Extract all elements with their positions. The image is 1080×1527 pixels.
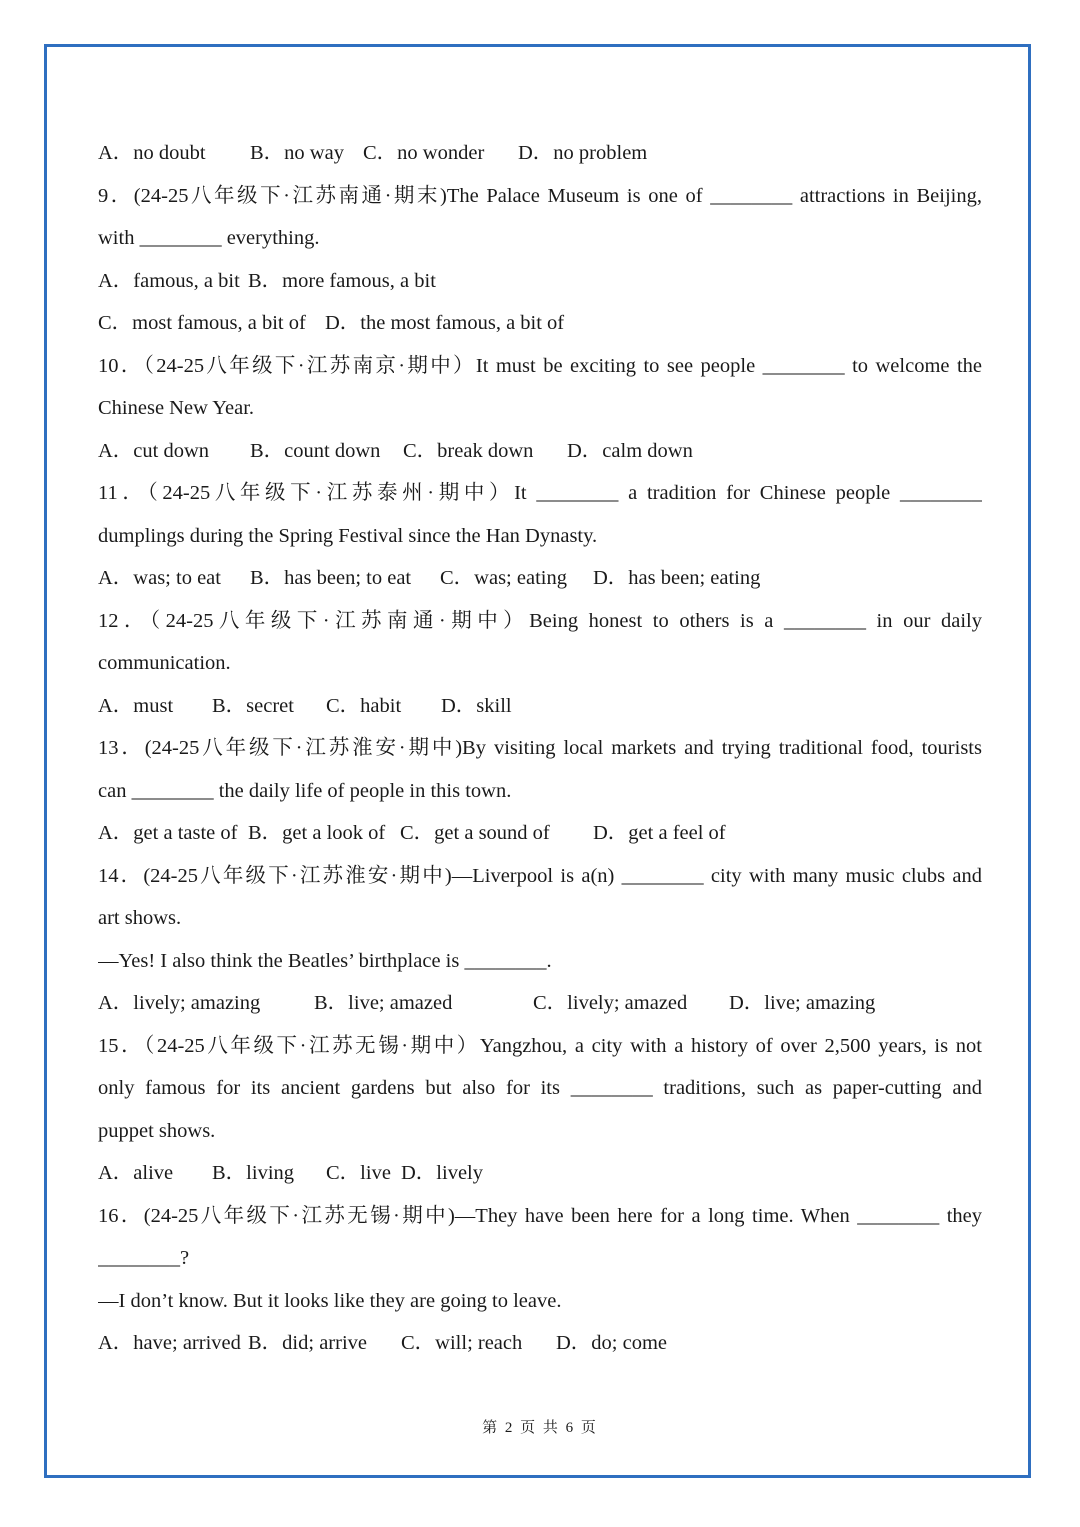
q11-option-b[interactable]: B．has been; to eat [250,567,412,589]
q15-stem-line3: puppet shows. [98,1119,216,1142]
q14-stem-line3: —Yes! I also think the Beatles’ birthplace is ________. [98,949,552,972]
q11-option-d[interactable]: D．has been; eating [593,567,761,589]
q8-option-b[interactable]: B．no way [250,142,344,164]
q13-options [98,812,982,855]
q13-stem-line2: can ________ the daily life of people in this town. [98,779,512,802]
q15-stem-line2: only famous for its ancient gardens but also for its ________ traditions, such as paper-cutting and [98,1077,982,1099]
page-number-footer: 第 2 页 共 6 页 [482,1420,598,1436]
q15-option-a[interactable]: A．alive [98,1162,174,1184]
q9-option-d[interactable]: D．the most famous, a bit of [325,312,565,334]
q8-option-c[interactable]: C．no wonder [363,142,485,164]
q13-stem-line1: 13．(24-25八年级下·江苏淮安·期中)By visiting local markets and trying traditional food, tourists [98,737,982,759]
q16-stem-line3: —I don’t know. But it looks like they are going to leave. [98,1289,562,1312]
q16-options [98,1322,982,1365]
q11-options [98,557,982,600]
q15-options [98,1152,982,1195]
q16-option-a[interactable]: A．have; arrived [98,1332,241,1354]
q9-options-row1 [98,260,982,303]
q12-option-b[interactable]: B．secret [212,694,294,717]
q11-stem-line2: dumplings during the Spring Festival since the Han Dynasty. [98,524,598,547]
q16-option-d[interactable]: D．do; come [556,1332,668,1354]
q16-option-c[interactable]: C．will; reach [401,1332,523,1354]
q8-options [98,132,982,175]
q12-options [98,685,982,728]
q11-option-a[interactable]: A．was; to eat [98,567,221,589]
q16-stem-line1: 16．(24-25八年级下·江苏无锡·期中)—They have been here for a long time. When ________ they [98,1204,982,1227]
q10-stem-line2: Chinese New Year. [98,397,255,419]
q9-option-c[interactable]: C．most famous, a bit of [98,312,306,334]
q15-option-c[interactable]: C．live [326,1162,391,1184]
q9-option-a[interactable]: A．famous, a bit [98,269,240,292]
q14-stem-line2: art shows. [98,907,182,929]
q15-option-b[interactable]: B．living [212,1162,295,1184]
q13-option-a[interactable]: A．get a taste of [98,822,238,844]
q11-stem-line1: 11．（24-25八年级下·江苏泰州·期中）It ________ a tradition for Chinese people ________ [98,482,982,504]
q10-option-b[interactable]: B．count down [250,439,381,462]
q8-option-a[interactable]: A．no doubt [98,142,206,164]
q14-option-c[interactable]: C．lively; amazed [533,992,688,1014]
question-content [98,132,982,1365]
q10-option-a[interactable]: A．cut down [98,439,210,462]
q16-stem-line2: ________? [98,1247,190,1269]
q13-option-c[interactable]: C．get a sound of [400,822,550,844]
q10-options [98,430,982,473]
q9-options-row2 [98,302,982,345]
q13-option-d[interactable]: D．get a feel of [593,822,726,844]
q12-option-a[interactable]: A．must [98,694,174,717]
q11-option-c[interactable]: C．was; eating [440,567,567,589]
q15-option-d[interactable]: D．lively [401,1162,483,1184]
q12-stem-line1: 12．（24-25八年级下·江苏南通·期中）Being honest to others is a ________ in our daily [98,609,982,632]
q14-stem-line1: 14．(24-25八年级下·江苏淮安·期中)—Liverpool is a(n) ________ city with many music clubs and [98,864,982,887]
q16-option-b[interactable]: B．did; arrive [248,1332,367,1354]
q9-option-b[interactable]: B．more famous, a bit [248,269,436,292]
q8-option-d[interactable]: D．no problem [518,142,648,164]
q14-option-a[interactable]: A．lively; amazing [98,992,261,1014]
q9-stem-line2: with ________ everything. [98,227,320,249]
q10-stem-line1: 10．（24-25八年级下·江苏南京·期中）It must be exciting to see people ________ to welcome the [98,354,982,377]
q10-option-c[interactable]: C．break down [403,439,534,462]
q14-options [98,982,982,1025]
q14-option-d[interactable]: D．live; amazing [729,992,876,1014]
q12-option-c[interactable]: C．habit [326,694,402,717]
q14-option-b[interactable]: B．live; amazed [314,992,453,1014]
q12-stem-line2: communication. [98,652,231,674]
q13-option-b[interactable]: B．get a look of [248,822,386,844]
q10-option-d[interactable]: D．calm down [567,439,693,462]
q12-option-d[interactable]: D．skill [441,694,512,717]
q9-stem-line1: 9．(24-25八年级下·江苏南通·期末)The Palace Museum is one of ________ attractions in Beijing, [98,184,982,207]
q15-stem-line1: 15．（24-25八年级下·江苏无锡·期中）Yangzhou, a city with a history of over 2,500 years, is not [98,1034,982,1057]
